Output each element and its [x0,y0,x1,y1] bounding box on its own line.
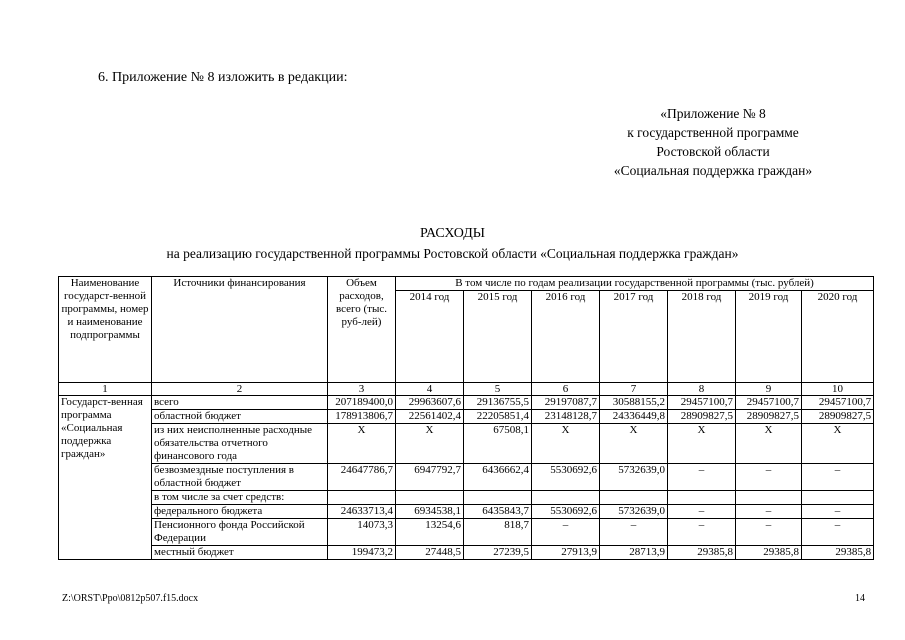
header-by-year: В том числе по годам реализации государственной программы (тыс. рублей) [396,277,874,291]
value-cell: 207189400,0 [328,396,396,410]
header-row-1 [59,277,874,291]
header-year: 2015 год [464,291,532,383]
table-row [59,424,874,464]
value-cell: – [532,519,600,546]
column-index: 7 [600,383,668,396]
table-row [59,396,874,410]
value-cell: 5732639,0 [600,505,668,519]
value-cell: – [668,519,736,546]
value-cell: 22561402,4 [396,410,464,424]
value-cell: 22205851,4 [464,410,532,424]
value-cell: – [802,464,874,491]
value-cell: 5530692,6 [532,505,600,519]
value-cell: 5732639,0 [600,464,668,491]
expenses-table [58,276,874,560]
header-year: 2020 год [802,291,874,383]
header-year: 2017 год [600,291,668,383]
value-cell: – [736,464,802,491]
value-cell: 29136755,5 [464,396,532,410]
value-cell: Х [736,424,802,464]
column-index: 5 [464,383,532,396]
value-cell [802,491,874,505]
value-cell: 27448,5 [396,546,464,560]
column-index: 9 [736,383,802,396]
value-cell: 6436662,4 [464,464,532,491]
value-cell: Х [668,424,736,464]
value-cell: 29385,8 [668,546,736,560]
value-cell: 27239,5 [464,546,532,560]
value-cell: 28909827,5 [668,410,736,424]
header-program-name: Наименование государст-венной программы, номер и наименование подпрограммы [59,277,152,383]
funding-source-cell: из них неисполненные расходные обязательства отчетного финансового года [152,424,328,464]
value-cell [600,491,668,505]
header-year: 2018 год [668,291,736,383]
value-cell: Х [600,424,668,464]
value-cell [396,491,464,505]
value-cell: 28909827,5 [736,410,802,424]
value-cell: 13254,6 [396,519,464,546]
value-cell: – [802,519,874,546]
value-cell: 28713,9 [600,546,668,560]
value-cell: Х [532,424,600,464]
header-year: 2019 год [736,291,802,383]
table-row [59,491,874,505]
value-cell: Х [328,424,396,464]
value-cell: 14073,3 [328,519,396,546]
column-index: 8 [668,383,736,396]
table-row [59,410,874,424]
appendix-header [563,104,863,180]
footer-file-path: Z:\ORST\Ppo\0812p507.f15.docx [62,593,199,604]
header-total-volume: Объем расходов, всего (тыс. руб-лей) [328,277,396,383]
funding-source-cell: областной бюджет [152,410,328,424]
appendix-line-3: Ростовской области [656,144,770,159]
value-cell: 6947792,7 [396,464,464,491]
value-cell: 29457100,7 [668,396,736,410]
value-cell: – [736,505,802,519]
value-cell: – [668,464,736,491]
appendix-line-4: «Социальная поддержка граждан» [613,163,813,178]
value-cell: Х [802,424,874,464]
value-cell [532,491,600,505]
column-index: 1 [59,383,152,396]
header-year: 2014 год [396,291,464,383]
value-cell: 6934538,1 [396,505,464,519]
table-row [59,546,874,560]
value-cell: 29457100,7 [802,396,874,410]
value-cell: 29385,8 [736,546,802,560]
table-row [59,519,874,546]
value-cell [328,491,396,505]
value-cell: 5530692,6 [532,464,600,491]
funding-source-cell: местный бюджет [152,546,328,560]
funding-source-cell: безвозмездные поступления в областной бюджет [152,464,328,491]
value-cell: 178913806,7 [328,410,396,424]
table-row [59,464,874,491]
value-cell: – [668,505,736,519]
value-cell: – [600,519,668,546]
column-index: 2 [152,383,328,396]
value-cell: 28909827,5 [802,410,874,424]
value-cell: 818,7 [464,519,532,546]
value-cell: Х [396,424,464,464]
funding-source-cell: Пенсионного фонда Российской Федерации [152,519,328,546]
appendix-line-2: к государственной программе [627,125,799,140]
value-cell: 23148128,7 [532,410,600,424]
header-funding-source: Источники финансирования [152,277,328,383]
value-cell: 30588155,2 [600,396,668,410]
funding-source-cell: федерального бюджета [152,505,328,519]
value-cell [736,491,802,505]
funding-source-cell: в том числе за счет средств: [152,491,328,505]
value-cell: 29963607,6 [396,396,464,410]
value-cell: 24647786,7 [328,464,396,491]
column-index-row [59,383,874,396]
value-cell [668,491,736,505]
value-cell: 29457100,7 [736,396,802,410]
value-cell: 29385,8 [802,546,874,560]
intro-paragraph: 6. Приложение № 8 изложить в редакции: [98,70,348,85]
value-cell: 199473,2 [328,546,396,560]
document-subtitle: на реализацию государственной программы Ростовской области «Социальная поддержка граждан» [166,246,739,261]
column-index: 10 [802,383,874,396]
value-cell: 24633713,4 [328,505,396,519]
column-index: 4 [396,383,464,396]
funding-source-cell: всего [152,396,328,410]
value-cell: 67508,1 [464,424,532,464]
header-year: 2016 год [532,291,600,383]
table-row [59,505,874,519]
value-cell: – [736,519,802,546]
program-name-cell: Государст-венная программа «Социальная поддержка граждан» [59,396,152,560]
value-cell: – [802,505,874,519]
value-cell: 24336449,8 [600,410,668,424]
value-cell: 29197087,7 [532,396,600,410]
column-index: 6 [532,383,600,396]
footer-page-number: 14 [855,593,865,604]
value-cell: 6435843,7 [464,505,532,519]
appendix-line-1: «Приложение № 8 [660,106,766,121]
document-title: РАСХОДЫ [420,226,485,241]
column-index: 3 [328,383,396,396]
value-cell [464,491,532,505]
value-cell: 27913,9 [532,546,600,560]
